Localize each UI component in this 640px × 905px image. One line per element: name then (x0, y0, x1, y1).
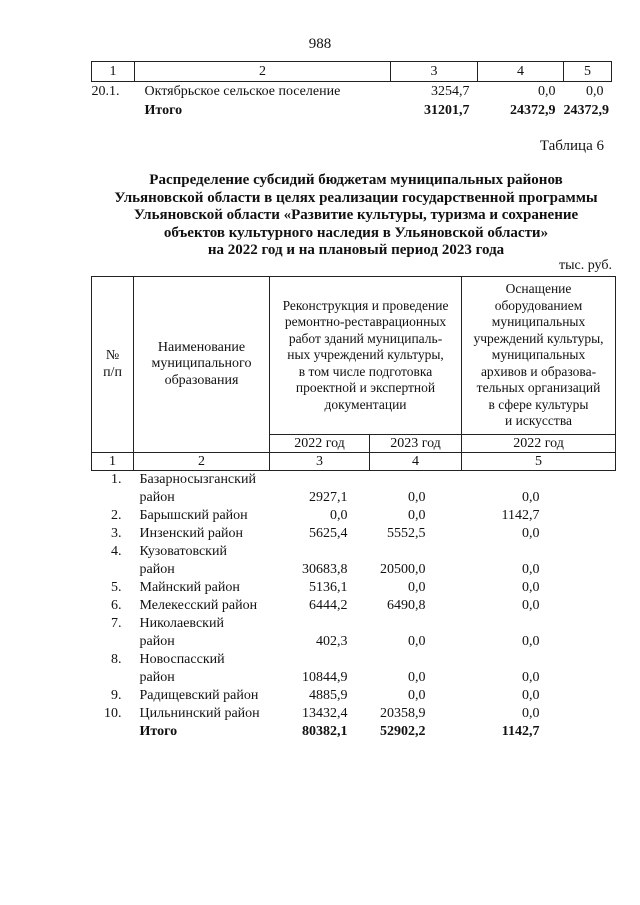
row-value: 5136,1 (309, 580, 348, 595)
table-row (92, 705, 616, 723)
total-row (92, 101, 612, 120)
row-value: 6490,8 (387, 598, 426, 613)
row-value: 0,0 (408, 688, 426, 703)
header-name: Наименование муниципального образования (134, 277, 270, 453)
row-number: 4. (111, 544, 122, 559)
row-number: 2. (111, 508, 122, 523)
table-caption: Таблица 6 (539, 138, 604, 154)
row-value: 5625,4 (309, 526, 348, 541)
row-value: 0,0 (522, 634, 540, 649)
row-name: Мелекесский район (139, 598, 258, 613)
row-name: Базарносызганский район (139, 472, 256, 505)
title-line: Ульяновской области в целях реализации государственной программы (114, 189, 598, 206)
header-cell: 4 (478, 62, 564, 82)
row-value: 0,0 (522, 598, 540, 613)
header-reconstruction: Реконструкция и проведение ремонтно-реставрационных работ зданий муниципаль- ных учреждений культуры, в том числе подготовка проектной и экспертной документации (270, 277, 462, 435)
row-value: 0,0 (586, 84, 604, 99)
header-equipment: Оснащение оборудованием муниципальных учреждений культуры, муниципальных архивов и образова- тельных организаций в сфере культуры и искусства (462, 277, 616, 435)
row-value: 0,0 (522, 688, 540, 703)
row-value: 20500,0 (380, 562, 426, 577)
row-name: Барышский район (139, 508, 248, 523)
header-cell: 1 (92, 62, 135, 82)
header-year: 2022 год (270, 435, 370, 453)
title-line: объектов культурного наследия в Ульяновской области» (163, 224, 549, 241)
row-number: 6. (111, 598, 122, 613)
header-cell: 5 (564, 62, 612, 82)
row-value: 0,0 (522, 580, 540, 595)
subsidy-table (91, 276, 616, 741)
row-name: Кузоватовский район (139, 544, 227, 577)
row-value: 0,0 (538, 84, 556, 99)
total-value: 52902,2 (380, 724, 426, 739)
row-value: 10844,9 (302, 670, 348, 685)
row-name: Инзенский район (139, 526, 244, 541)
row-value: 0,0 (408, 580, 426, 595)
total-value: 24372,9 (563, 103, 609, 118)
title-line: на 2022 год и на плановый период 2023 года (207, 242, 505, 258)
column-number: 5 (462, 453, 616, 471)
table-row (92, 471, 616, 508)
row-name: Майнский район (139, 580, 240, 595)
column-number: 4 (370, 453, 462, 471)
table-body (92, 471, 616, 742)
table-row (92, 615, 616, 651)
table-row (92, 543, 616, 579)
row-name: Октябрьское сельское поселение (144, 84, 341, 99)
row-number: 20.1. (91, 84, 120, 99)
total-label: Итого (139, 724, 178, 739)
row-value: 3254,7 (431, 84, 470, 99)
header-cell: 3 (391, 62, 478, 82)
column-number: 2 (134, 453, 270, 471)
total-value: 80382,1 (302, 724, 348, 739)
row-value: 5552,5 (387, 526, 426, 541)
row-name: Новоспасский район (139, 652, 225, 685)
row-value: 30683,8 (302, 562, 348, 577)
units-label: тыс. руб. (559, 258, 612, 273)
title-line: Ульяновской области «Развитие культуры, туризма и сохранение (133, 207, 579, 223)
row-number: 9. (111, 688, 122, 703)
row-value: 0,0 (522, 706, 540, 721)
header-year: 2023 год (370, 435, 462, 453)
row-name: Цильнинский район (139, 706, 260, 721)
row-value: 1142,7 (501, 508, 540, 523)
column-number: 1 (92, 453, 134, 471)
page-number: 988 (308, 36, 332, 52)
row-value: 4885,9 (309, 688, 348, 703)
total-row (92, 723, 616, 741)
row-value: 0,0 (408, 490, 426, 505)
row-number: 8. (111, 652, 122, 667)
row-number: 10. (104, 706, 122, 721)
row-number: 7. (111, 616, 122, 631)
header-year: 2022 год (462, 435, 616, 453)
total-value: 1142,7 (501, 724, 540, 739)
row-value: 2927,1 (309, 490, 348, 505)
row-number: 3. (111, 526, 122, 541)
row-value: 0,0 (408, 670, 426, 685)
title-line: Распределение субсидий бюджетам муниципальных районов (149, 172, 563, 188)
top-table-header (92, 62, 612, 82)
table-row (92, 597, 616, 615)
header-cell: 2 (135, 62, 391, 82)
row-value: 6444,2 (309, 598, 348, 613)
total-value: 24372,9 (510, 103, 556, 118)
row-value: 402,3 (316, 634, 348, 649)
total-value: 31201,7 (424, 103, 470, 118)
table-row (92, 687, 616, 705)
row-value: 0,0 (408, 508, 426, 523)
row-value: 0,0 (522, 562, 540, 577)
row-number: 1. (111, 472, 122, 487)
table-row (92, 82, 612, 102)
table-row (92, 507, 616, 525)
table-row (92, 579, 616, 597)
row-value: 0,0 (522, 526, 540, 541)
row-value: 13432,4 (302, 706, 348, 721)
row-value: 0,0 (522, 670, 540, 685)
row-value: 0,0 (522, 490, 540, 505)
table-header (92, 277, 616, 471)
header-number: № п/п (92, 277, 134, 453)
table-row (92, 651, 616, 687)
document-title (86, 172, 626, 260)
column-number: 3 (270, 453, 370, 471)
total-label: Итого (144, 103, 183, 118)
row-value: 0,0 (330, 508, 348, 523)
row-name: Николаевский район (139, 616, 224, 649)
table-row (92, 525, 616, 543)
row-value: 20358,9 (380, 706, 426, 721)
row-value: 0,0 (408, 634, 426, 649)
top-table (91, 61, 612, 120)
row-name: Радищевский район (139, 688, 259, 703)
row-number: 5. (111, 580, 122, 595)
